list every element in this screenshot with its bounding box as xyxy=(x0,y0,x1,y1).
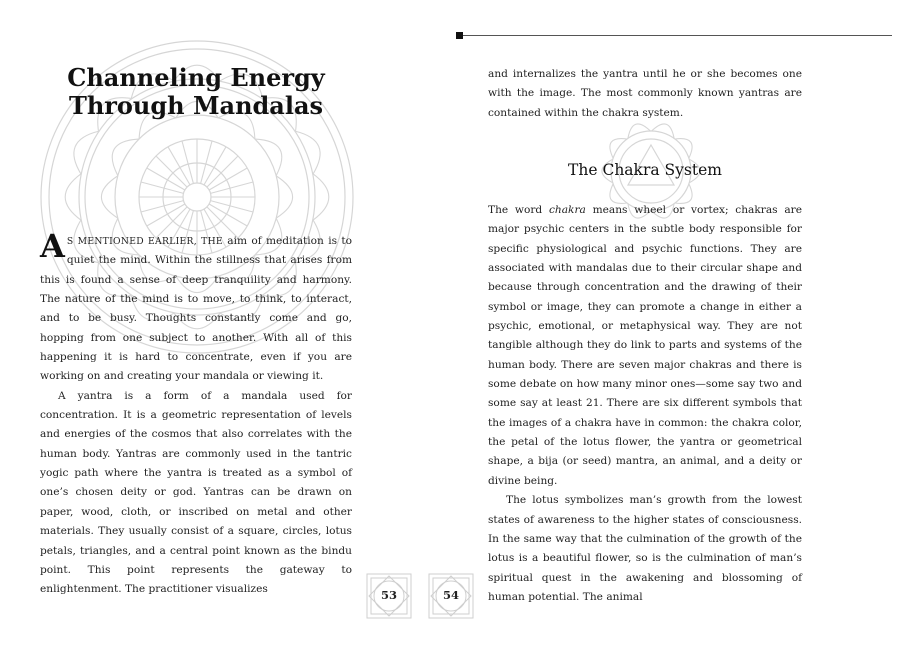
lotus-paragraph: The lotus symbolizes man’s growth from the lowest states of awareness to the higher states of consciousness. In the same way that the culmination of the growth of the lotus is a beautiful flower, so is the culmination of man’s spiritual quest in the awakening and blossoming of human potential. The animal xyxy=(488,494,802,603)
yantra-paragraph: A yantra is a form of a mandala used for concentration. It is a geometric representation of levels and energies of the cosmos that also correlates with the human body. Yantras are commonly used in the tantric yogic path where the yantra is treated as a symbol of one’s chosen deity or god. Yantras can be drawn on paper, wood, cloth, or inscribed on metal and other materials. They usually consist of a square, circles, lotus petals, triangles, and a central point known as the bindu point. This point represents the gateway to enlightenment. The practitioner visualizes xyxy=(40,389,352,596)
continued-paragraph: and internalizes the yantra until he or she becomes one with the image. The most commonly known yantras are contained within the chakra system. xyxy=(488,68,802,119)
page-number-53 xyxy=(365,572,413,620)
chapter-title-line-1: Channeling Energy xyxy=(67,63,325,92)
chakra-paragraph xyxy=(488,201,802,491)
chapter-title-line-2: Through Mandalas xyxy=(68,91,324,120)
small-caps-lead-in: S MENTIONED EARLIER, THE xyxy=(66,236,223,247)
page-number-label: 54 xyxy=(442,588,459,602)
chakra-paragraph-start: The word xyxy=(488,204,549,216)
page-number-54 xyxy=(427,572,475,620)
right-body-text xyxy=(488,201,802,607)
right-continued-text xyxy=(488,65,802,123)
left-body-text xyxy=(40,227,352,600)
page-number-label: 53 xyxy=(380,588,397,602)
header-square-icon xyxy=(456,32,463,39)
running-header-rule xyxy=(456,32,892,40)
drop-cap: A xyxy=(40,227,65,265)
section-heading: The Chakra System xyxy=(568,161,722,179)
chakra-term: chakra xyxy=(548,204,586,216)
opening-paragraph-text: aim of meditation is to quiet the mind. Within the stillness that arises from this is found a sense of deep tranquility and harmony. The nature of the mind is to move, to think, to interact, and to be busy. Thoughts constantly come and go, hopping from one subject to another. With all of this happening it is hard to concentrate, even if you are working on and creating your mandala or viewing it. xyxy=(40,235,352,383)
chakra-paragraph-rest: means wheel or vortex; chakras are major psychic centers in the subtle body responsible for specific physiological and psychic functions. They are associated with mandalas due to their circular shape and because through concentration and the drawing of their symbol or image, they can promote a change in either a psychic, emotional, or metaphysical way. They are not tangible although they do link to parts and systems of the human body. There are seven major chakras and there is some debate on how many minor ones—some say two and some say at least 21. There are six different symbols that the images of a chakra have in common: the chakra color, the petal of the lotus flower, the yantra or geometrical shape, a bija (or seed) mantra, an animal, and a deity or divine being. xyxy=(488,204,802,487)
opening-paragraph xyxy=(40,227,352,387)
header-line xyxy=(463,35,892,36)
chapter-title xyxy=(40,64,352,120)
